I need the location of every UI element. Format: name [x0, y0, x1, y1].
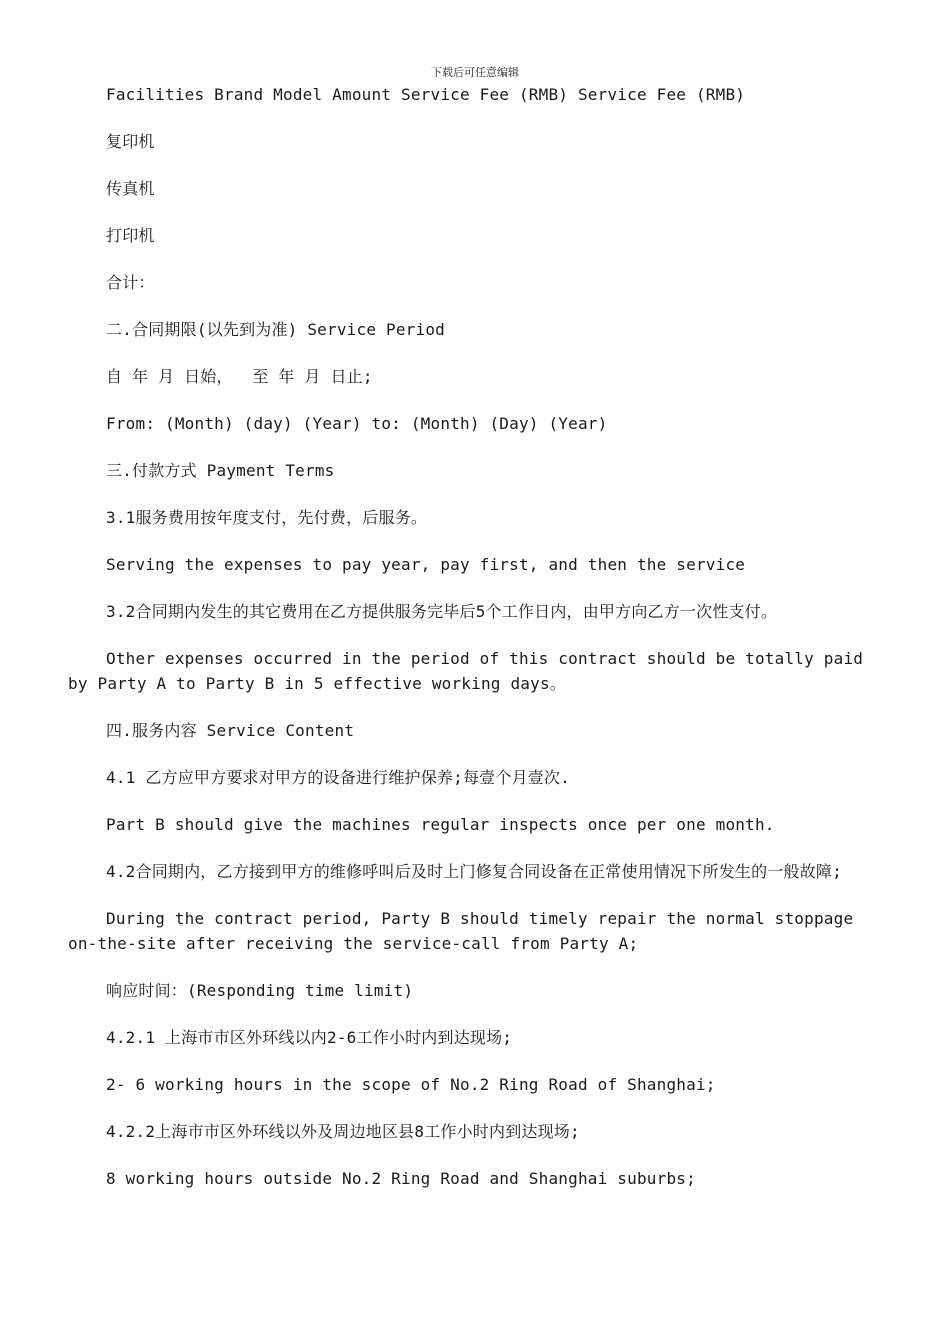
clause-4-2-1-cn: 4.2.1 上海市市区外环线以内2-6工作小时内到达现场; — [106, 1028, 513, 1047]
header-note: 下载后可任意编辑 — [431, 66, 519, 79]
clause-4-2-1-en: 2- 6 working hours in the scope of No.2 Ring Road of Shanghai; — [106, 1075, 716, 1094]
clause-3-1-en: Serving the expenses to pay year, pay first, and then the service — [106, 555, 746, 574]
response-time-heading: 响应时间：(Responding time limit) — [106, 981, 414, 1000]
period-en: From: (Month) (day) (Year) to: (Month) (Day) (Year) — [106, 414, 608, 433]
document-body — [68, 82, 878, 1213]
section-heading-service-content: 四.服务内容 Service Content — [106, 721, 355, 740]
equipment-total: 合计： — [106, 273, 155, 292]
clause-4-2-2-cn: 4.2.2上海市市区外环线以外及周边地区县8工作小时内到达现场; — [106, 1122, 580, 1141]
clause-4-2-en: During the contract period, Party B should timely repair the normal stoppage on-the-site after receiving the service-call from Party A; — [68, 909, 864, 953]
period-cn: 自 年 月 日始， 至 年 月 日止; — [106, 367, 373, 386]
clause-4-1-en: Part B should give the machines regular inspects once per one month. — [106, 815, 775, 834]
equipment-fax: 传真机 — [106, 179, 155, 198]
equipment-printer: 打印机 — [106, 226, 155, 245]
clause-4-2-cn: 4.2合同期内，乙方接到甲方的维修呼叫后及时上门修复合同设备在正常使用情况下所发生的一般故障; — [106, 862, 842, 881]
clause-4-2-2-en: 8 working hours outside No.2 Ring Road and Shanghai suburbs; — [106, 1169, 696, 1188]
equipment-copier: 复印机 — [106, 132, 155, 151]
clause-3-2-cn: 3.2合同期内发生的其它费用在乙方提供服务完毕后5个工作日内，由甲方向乙方一次性支付。 — [106, 602, 778, 621]
section-heading-service-period: 二.合同期限(以先到为准) Service Period — [106, 320, 445, 339]
equipment-table-header: Facilities Brand Model Amount Service Fee (RMB) Service Fee (RMB) — [106, 85, 746, 104]
clause-3-1-cn: 3.1服务费用按年度支付，先付费，后服务。 — [106, 508, 428, 527]
section-heading-payment-terms: 三.付款方式 Payment Terms — [106, 461, 335, 480]
clause-3-2-en: Other expenses occurred in the period of this contract should be totally paid by Party A to Party B in 5 effective working days。 — [68, 649, 873, 693]
clause-4-1-cn: 4.1 乙方应甲方要求对甲方的设备进行维护保养;每壹个月壹次. — [106, 768, 570, 787]
